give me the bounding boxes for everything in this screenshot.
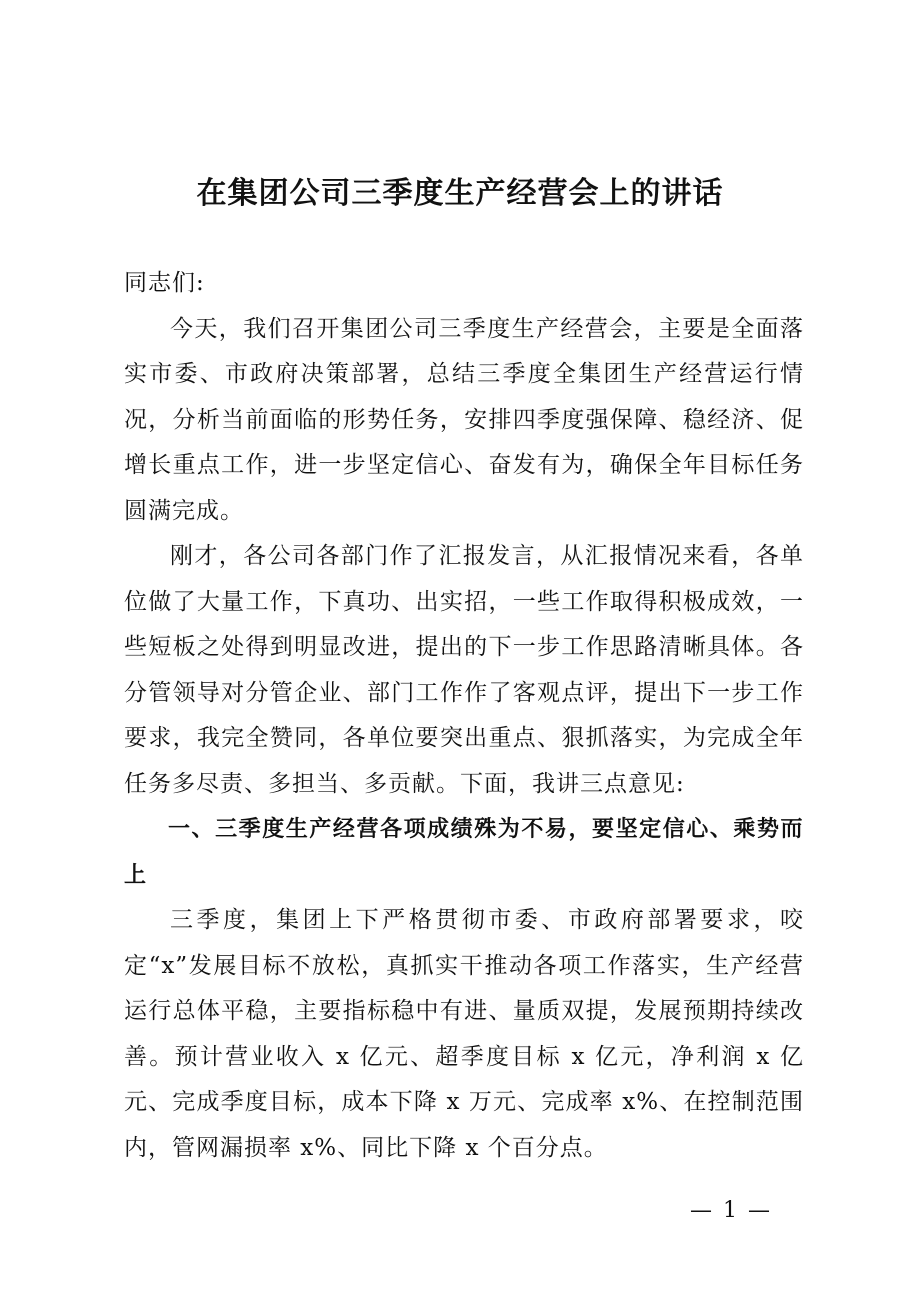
document-body	[124, 261, 804, 1171]
salutation: 同志们:	[124, 270, 205, 296]
document-title: 在集团公司三季度生产经营会上的讲话	[196, 176, 724, 211]
paragraph-reports: 刚才，各公司各部门作了汇报发言，从汇报情况来看，各单位做了大量工作，下真功、出实招，一些工作取得积极成效，一些短板之处得到明显改进，提出的下一步工作思路清晰具体。各分管领导对分管企业、部门工作作了客观点评，提出下一步工作要求，我完全赞同，各单位要突出重点、狠抓落实，为完成全年任务多尽责、多担当、多贡献。下面，我讲三点意见:	[124, 543, 804, 797]
section-heading: 一、三季度生产经营各项成绩殊为不易，要坚定信心、乘势而上	[124, 817, 804, 888]
paragraph-intro: 今天，我们召开集团公司三季度生产经营会，主要是全面落实市委、市政府决策部署，总结三季度全集团生产经营运行情况，分析当前面临的形势任务，安排四季度强保障、稳经济、促增长重点工作，进一步坚定信心、奋发有为，确保全年目标任务圆满完成。	[124, 315, 804, 524]
paragraph-section-one: 三季度，集团上下严格贯彻市委、市政府部署要求，咬定“x”发展目标不放松，真抓实干推动各项工作落实，生产经营运行总体平稳，主要指标稳中有进、量质双提，发展预期持续改善。预计营业收入 x 亿元、超季度目标 x 亿元，净利润 x 亿元、完成季度目标，成本下降 x 万元、完成率 x%、在控制范围内，管网漏损率 x%、同比下降 x 个百分点。	[124, 907, 804, 1161]
page-number: — 1 —	[690, 1198, 772, 1223]
